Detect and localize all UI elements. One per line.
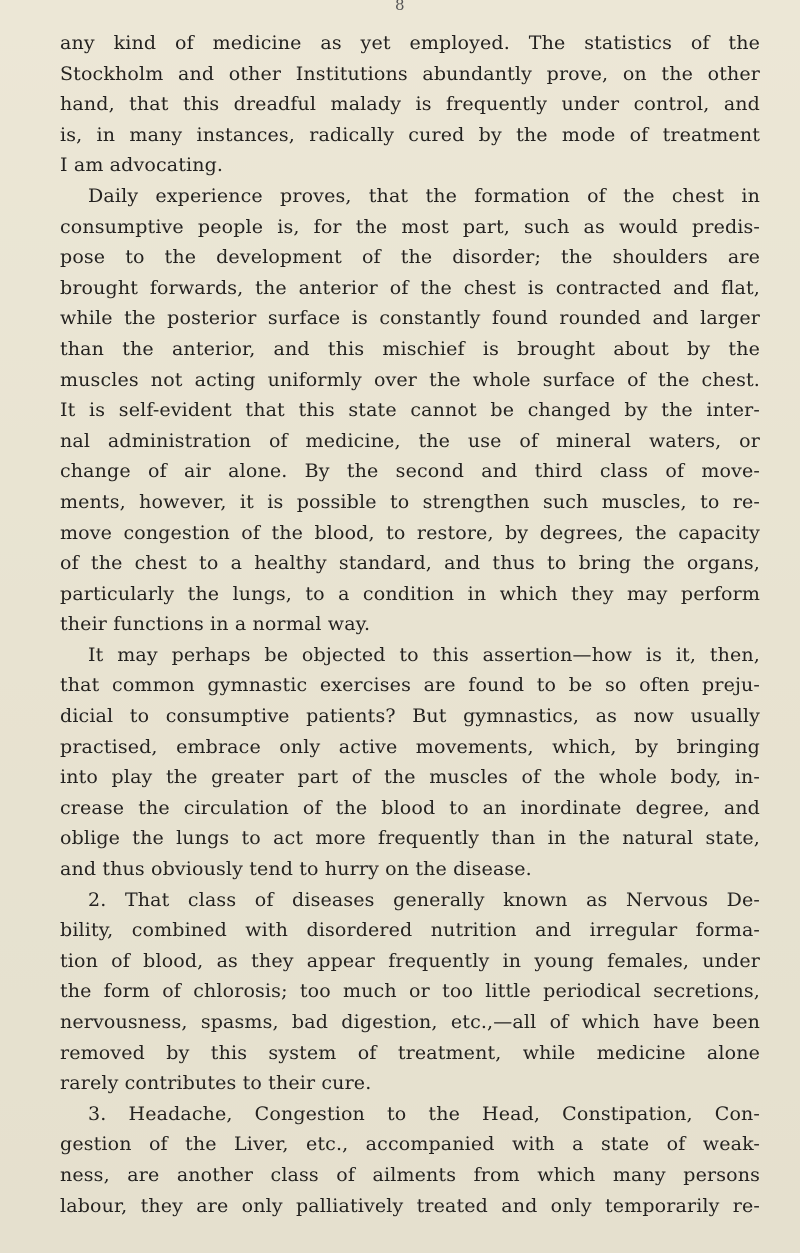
text-line: ments, however, it is possible to strengthen such muscles, to re-	[60, 490, 760, 513]
text-line: rarely contributes to their cure.	[60, 1072, 372, 1095]
text-line: ness, are another class of ailments from which many persons	[60, 1163, 760, 1186]
text-line: that common gymnastic exercises are found to be so often preju-	[60, 674, 760, 697]
text-line: gestion of the Liver, etc., accompanied with a state of weak-	[60, 1133, 760, 1156]
text-line: pose to the development of the disorder; the shoulders are	[60, 246, 760, 269]
text-line: 3. Headache, Congestion to the Head, Constipation, Con-	[88, 1102, 760, 1125]
text-line: is, in many instances, radically cured by the mode of treatment	[60, 123, 760, 146]
text-line: labour, they are only palliatively treated and only temporarily re-	[60, 1194, 760, 1217]
text-line: Stockholm and other Institutions abundantly prove, on the other	[60, 62, 760, 85]
text-line: practised, embrace only active movements, which, by bringing	[60, 735, 760, 758]
body-text	[60, 28, 760, 1221]
text-line: their functions in a normal way.	[60, 613, 371, 636]
text-line: dicial to consumptive patients? But gymnastics, as now usually	[60, 705, 760, 728]
text-line: I am advocating.	[60, 154, 224, 177]
text-line: It may perhaps be objected to this assertion—how is it, then,	[88, 643, 760, 666]
text-line: nal administration of medicine, the use of mineral waters, or	[60, 429, 760, 452]
text-line: nervousness, spasms, bad digestion, etc.,—all of which have been	[60, 1011, 760, 1033]
text-line: any kind of medicine as yet employed. The statistics of the	[60, 32, 760, 54]
text-line: consumptive people is, for the most part, such as would predis-	[60, 215, 760, 238]
text-line: tion of blood, as they appear frequently in young females, under	[60, 949, 760, 972]
text-line: crease the circulation of the blood to an inordinate degree, and	[60, 796, 760, 819]
text-line: removed by this system of treatment, while medicine alone	[60, 1041, 760, 1064]
text-line: move congestion of the blood, to restore, by degrees, the capacity	[60, 521, 760, 544]
text-line: brought forwards, the anterior of the chest is contracted and flat,	[60, 276, 760, 299]
text-line: and thus obviously tend to hurry on the disease.	[60, 858, 532, 881]
text-line: into play the greater part of the muscles of the whole body, in-	[60, 766, 760, 789]
text-line: while the posterior surface is constantly found rounded and larger	[60, 307, 760, 330]
text-line: particularly the lungs, to a condition in which they may perform	[60, 582, 760, 605]
text-line: bility, combined with disordered nutrition and irregular forma-	[60, 919, 760, 942]
text-line: It is self-evident that this state cannot be changed by the inter-	[60, 399, 760, 422]
page-number: 8	[395, 0, 405, 14]
text-line: muscles not acting uniformly over the whole surface of the chest.	[60, 368, 760, 391]
text-line: Daily experience proves, that the formation of the chest in	[88, 184, 760, 207]
text-line: oblige the lungs to act more frequently than in the natural state,	[60, 827, 760, 850]
text-line: than the anterior, and this mischief is brought about by the	[60, 337, 760, 360]
text-line: hand, that this dreadful malady is frequently under control, and	[60, 93, 760, 116]
text-line: of the chest to a healthy standard, and thus to bring the organs,	[60, 552, 760, 575]
text-line: the form of chlorosis; too much or too little periodical secretions,	[60, 980, 760, 1003]
text-line: change of air alone. By the second and third class of move-	[60, 460, 760, 483]
text-line: 2. That class of diseases generally known as Nervous De-	[88, 888, 760, 911]
